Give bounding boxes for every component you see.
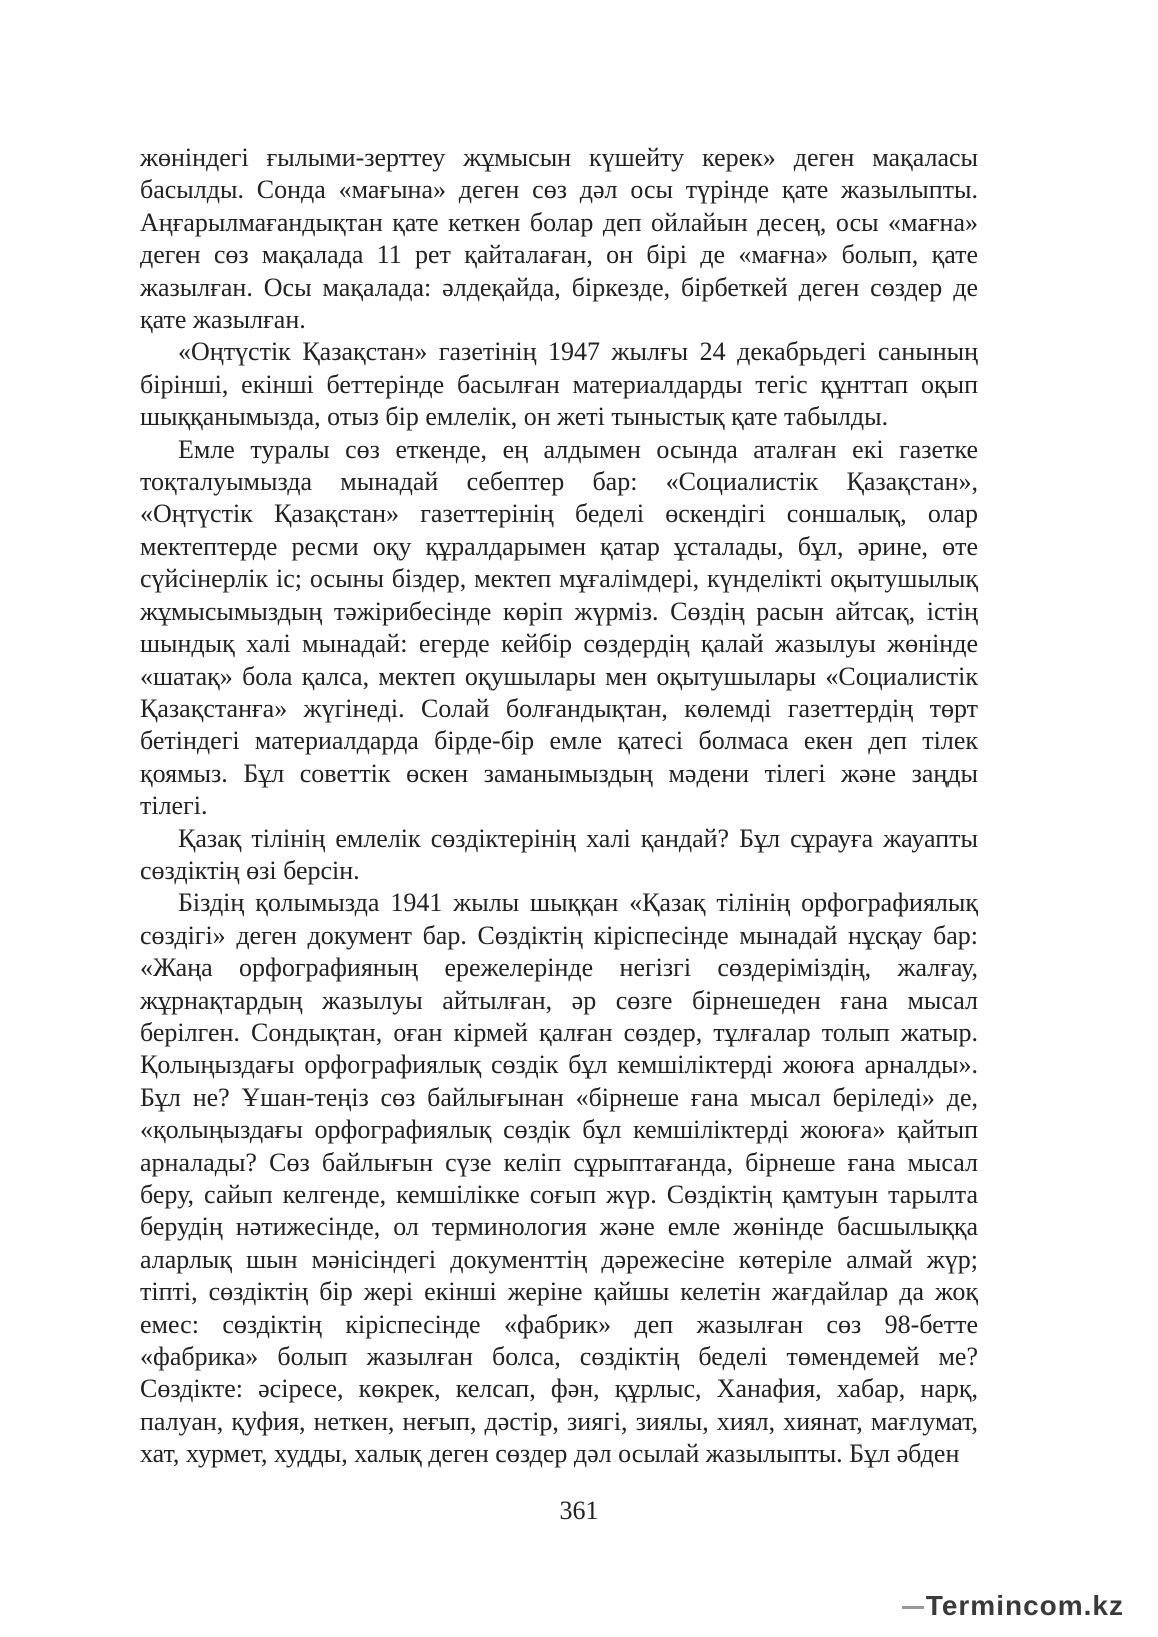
watermark-logo (902, 1590, 1124, 1622)
page-number: 361 (559, 1496, 599, 1525)
page-text (140, 142, 978, 1471)
paragraph: Қазақ тілінің емлелік сөздіктерінің халі қандай? Бұл сұрауға жауапты сөздіктің өзі берсін. (140, 823, 978, 885)
paragraph: «Оңтүстік Қазақстан» газетінің 1947 жылғы 24 декабрьдегі санының бірінші, екінші беттерінде басылған материалдарды тегіс құнттап оқып шыққанымызда, отыз бір емлелік, он жеті тыныстық қате табылды. (140, 337, 978, 432)
paragraph: Біздің қолымызда 1941 жылы шыққан «Қазақ тілінің орфографиялық сөздігі» деген документ бар. Сөздіктің кіріспесінде мынадай нұсқау бар: «Жаңа орфографияның ережелерінде негізгі сөздеріміздің, жалғау, жұрнақтардың жазылуы айтылған, әр сөзге бірнешеден ғана мысал берілген. Сондықтан, оған кірмей қалған сөздер, тұлғалар толып жатыр. Қолыңыздағы орфографиялық сөздік бұл кемшіліктерді жоюға арналды». Бұл не? Ұшан-теңіз сөз байлығынан «бірнеше ғана мысал беріледі» де, «қолыңыздағы орфографиялық сөздік бұл кемшіліктерді жоюға» қайтып арналады? Сөз байлығын сүзе келіп сұрыптағанда, бірнеше ғана мысал беру, сайып келгенде, кемшілікке соғып жүр. Сөздіктің қамтуын тарылта берудің нәтижесінде, ол терминология және емле жөнінде басшылыққа аларлық шын мәнісіндегі документтің дәрежесіне көтеріле алмай жүр; тіпті, сөздіктің бір жері екінші жеріне қайшы келетін жағдайлар да жоқ емес: сөздіктің кіріспесінде «фабрик» деп жазылған сөз 98-бетте «фабрика» болып жазылған болса, сөздіктің беделі төмендемей ме? Сөздікте: әсіресе, көкрек, келсап, фән, құрлыс, Ханафия, хабар, нарқ, палуан, қуфия, неткен, неғып, дәстір, зиягі, зиялы, хиял, хиянат, мағлумат, хат, хурмет, худды, халық деген сөздер дәл осылай жазылыпты. Бұл әбден (140, 888, 978, 1469)
logo-bar-icon (902, 1606, 924, 1609)
watermark-text: Termincom.kz (925, 1590, 1124, 1621)
paragraph: Емле туралы сөз еткенде, ең алдымен осында аталған екі газетке тоқталуымызда мынадай себептер бар: «Социалистік Қазақстан», «Оңтүстік Қазақстан» газеттерінің беделі өскендігі соншалық, олар мектептерде ресми оқу құралдарымен қатар ұсталады, бұл, әрине, өте сүйсінерлік іс; осыны біздер, мектеп мұғалімдері, күнделікті оқытушылық жұмысымыздың тәжірибесінде көріп жүрміз. Сөздің расын айтсақ, істің шындық халі мынадай: егерде кейбір сөздердің қалай жазылуы жөнінде «шатақ» бола қалса, мектеп оқушылары мен оқытушылары «Социалистік Қазақстанға» жүгінеді. Солай болғандықтан, көлемді газеттердің төрт бетіндегі материалдарда бірде-бір емле қатесі болмаса екен деп тілек қоямыз. Бұл советтік өскен заманымыздың мәдени тілегі және заңды тілегі. (140, 434, 978, 821)
paragraph: жөніндегі ғылыми-зерттеу жұмысын күшейту керек» деген мақаласы басылды. Сонда «мағына» деген сөз дәл осы түрінде қате жазылыпты. Аңғарылмағандықтан қате кеткен болар деп ойлайын десең, осы «мағна» деген сөз мақалада 11 рет қайталаған, он бірі де «мағна» болып, қате жазылған. Осы мақалада: әлдеқайда, біркезде, бірбеткей деген сөздер де қате жазылған. (140, 143, 978, 335)
